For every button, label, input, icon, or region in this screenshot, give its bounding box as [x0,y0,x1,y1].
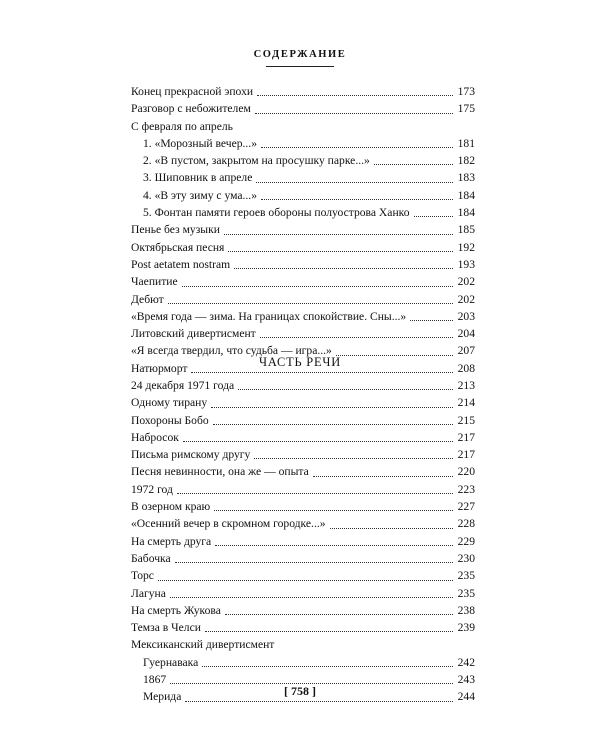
toc-entry-page: 228 [457,517,475,531]
toc-entry-title: 24 декабря 1971 года [131,379,235,392]
dot-leader [168,298,453,304]
toc-entry [131,550,475,567]
toc-section-2 [131,377,475,706]
page-number: [ 758 ] [284,684,316,698]
toc-entry [131,585,475,602]
toc-entry [131,273,475,290]
toc-entry-page: 192 [457,240,475,254]
toc-entry-title: «Осенний вечер в скромном городке...» [131,517,326,531]
toc-entry [131,239,475,256]
toc-entry-page: 208 [457,361,475,375]
dot-leader [205,626,453,632]
dot-leader [170,592,453,598]
dot-leader [234,263,453,269]
toc-entry-title: Лагуна [131,586,166,600]
dot-leader [414,211,454,217]
toc-entry [131,308,475,325]
toc-entry-title: «Время года — зима. На границах спокойствие. Сны...» [131,309,407,323]
toc-entry-title: Письма римскому другу [131,448,251,462]
toc-entry-title: Дебют [131,292,164,306]
toc-entry [131,533,475,550]
dot-leader [213,419,453,425]
toc-entry-title: Разговор с небожителем [131,102,251,116]
toc-entry-title: Бабочка [131,551,171,565]
toc-entry-title: Одному тирану [131,396,208,410]
toc-entry [131,204,475,221]
toc-entry-title: Темза в Челси [131,621,201,635]
toc-entry [131,654,475,671]
section-title: ЧАСТЬ РЕЧИ [259,355,341,369]
toc-entry-page: 243 [457,673,475,687]
toc-entry-page: 244 [457,690,475,704]
toc-section-1 [131,83,475,377]
toc-entry-title: Мерида [143,690,182,704]
dot-leader [313,471,453,477]
toc-entry [131,118,475,135]
toc-entry-page: 193 [457,257,475,271]
toc-entry-page: 175 [457,102,475,116]
toc-entry-page: 203 [457,309,475,323]
dot-leader [256,177,453,183]
toc-entry [131,429,475,446]
toc-entry-page: 185 [457,223,475,237]
toc-entry [131,515,475,532]
toc-entry-title: 5. Фонтан памяти героев обороны полуострова Ханко [143,206,410,220]
dot-leader [238,384,453,390]
dot-leader [254,453,453,459]
toc-entry [131,498,475,515]
toc-entry-title: На смерть друга [131,534,212,548]
toc-entry [131,325,475,342]
dot-leader [261,194,453,200]
toc-entry-page: 238 [457,603,475,617]
toc-entry-page: 217 [457,430,475,444]
toc-entry-title: С февраля по апрель [131,119,233,133]
toc-entry [131,377,475,394]
toc-entry [131,602,475,619]
toc-entry-page: 220 [457,465,475,479]
dot-leader [255,108,453,114]
toc-entry [131,619,475,636]
toc-entry-page: 229 [457,534,475,548]
toc-entry-title: Чаепитие [131,275,178,289]
toc-entry-page: 183 [457,171,475,185]
toc-entry [131,256,475,273]
toc-entry [131,567,475,584]
toc-entry [131,463,475,480]
toc-entry-title: «Я всегда твердил, что судьба — игра...» [131,344,332,358]
dot-leader [260,332,453,338]
dot-leader [214,505,453,511]
toc-entry-page: 184 [457,188,475,202]
toc-entry-title: Post aetatem nostram [131,257,231,271]
toc-entry [131,446,475,463]
toc-entry-page: 214 [457,396,475,410]
toc-entry-title: Песня невинности, она же — опыта [131,465,309,479]
page-header: СОДЕРЖАНИЕ [253,49,347,60]
toc-entry-title: Октябрьская песня [131,240,225,254]
dot-leader [330,523,453,529]
toc-entry-page: 230 [457,551,475,565]
toc-entry [131,291,475,308]
toc-entry-page: 242 [457,655,475,669]
dot-leader [182,281,453,287]
toc-entry [131,412,475,429]
toc-entry-title: Похороны Бобо [131,413,209,427]
toc-entry-page: 217 [457,448,475,462]
toc-entry [131,221,475,238]
dot-leader [158,575,453,581]
toc-entry-page: 235 [457,586,475,600]
toc-entry-page: 173 [457,85,475,98]
toc-entry [131,169,475,186]
toc-entry-title: Натюрморт [131,361,188,375]
dot-leader [202,661,453,667]
header-rule [266,66,334,67]
toc-entry-title: 2. «В пустом, закрытом на просушку парке...» [143,154,370,168]
dot-leader [215,540,453,546]
toc-entry-page: 204 [457,327,475,341]
toc-entry-title: Гуернавака [143,655,199,669]
toc-entry-page: 184 [457,206,475,220]
dot-leader [177,488,453,494]
toc-entry-title: 1. «Морозный вечер...» [143,136,258,150]
dot-leader [224,229,453,235]
toc-entry [131,83,475,100]
dot-leader [374,159,453,165]
toc-entry-title: В озерном краю [131,500,211,514]
dot-leader [225,609,453,615]
toc-entry-title: Литовский дивертисмент [131,327,256,341]
toc-entry [131,481,475,498]
toc-entry [131,100,475,117]
dot-leader [228,246,453,252]
toc-entry-title: Торс [131,569,154,583]
dot-leader [211,402,453,408]
toc-entry-page: 239 [457,621,475,635]
toc-entry-title: 3. Шиповник в апреле [143,171,253,185]
toc-entry-title: 1867 [143,673,167,687]
toc-entry-page: 223 [457,482,475,496]
toc-entry-title: Пенье без музыки [131,223,220,237]
dot-leader [257,90,453,96]
toc-entry-page: 202 [457,292,475,306]
toc-entry-page: 202 [457,275,475,289]
toc-entry-page: 227 [457,500,475,514]
toc-entry-page: 235 [457,569,475,583]
toc-entry-page: 215 [457,413,475,427]
toc-entry [131,394,475,411]
toc-entry [131,187,475,204]
toc-entry-page: 213 [457,379,475,392]
toc-entry [131,152,475,169]
dot-leader [183,436,453,442]
toc-entry-page: 182 [457,154,475,168]
toc-entry-page: 207 [457,344,475,358]
toc-entry-title: Конец прекрасной эпохи [131,85,254,98]
dot-leader [175,557,453,563]
toc-entry-title: Набросок [131,430,179,444]
toc-entry-page: 181 [457,136,475,150]
toc-entry-title: 4. «В эту зиму с ума...» [143,188,258,202]
dot-leader [261,142,453,148]
toc-entry [131,135,475,152]
toc-entry-title: На смерть Жукова [131,603,221,617]
toc-entry-title: Мексиканский дивертисмент [131,638,275,652]
toc-entry [131,636,475,653]
toc-entry-title: 1972 год [131,482,173,496]
dot-leader [410,315,453,321]
